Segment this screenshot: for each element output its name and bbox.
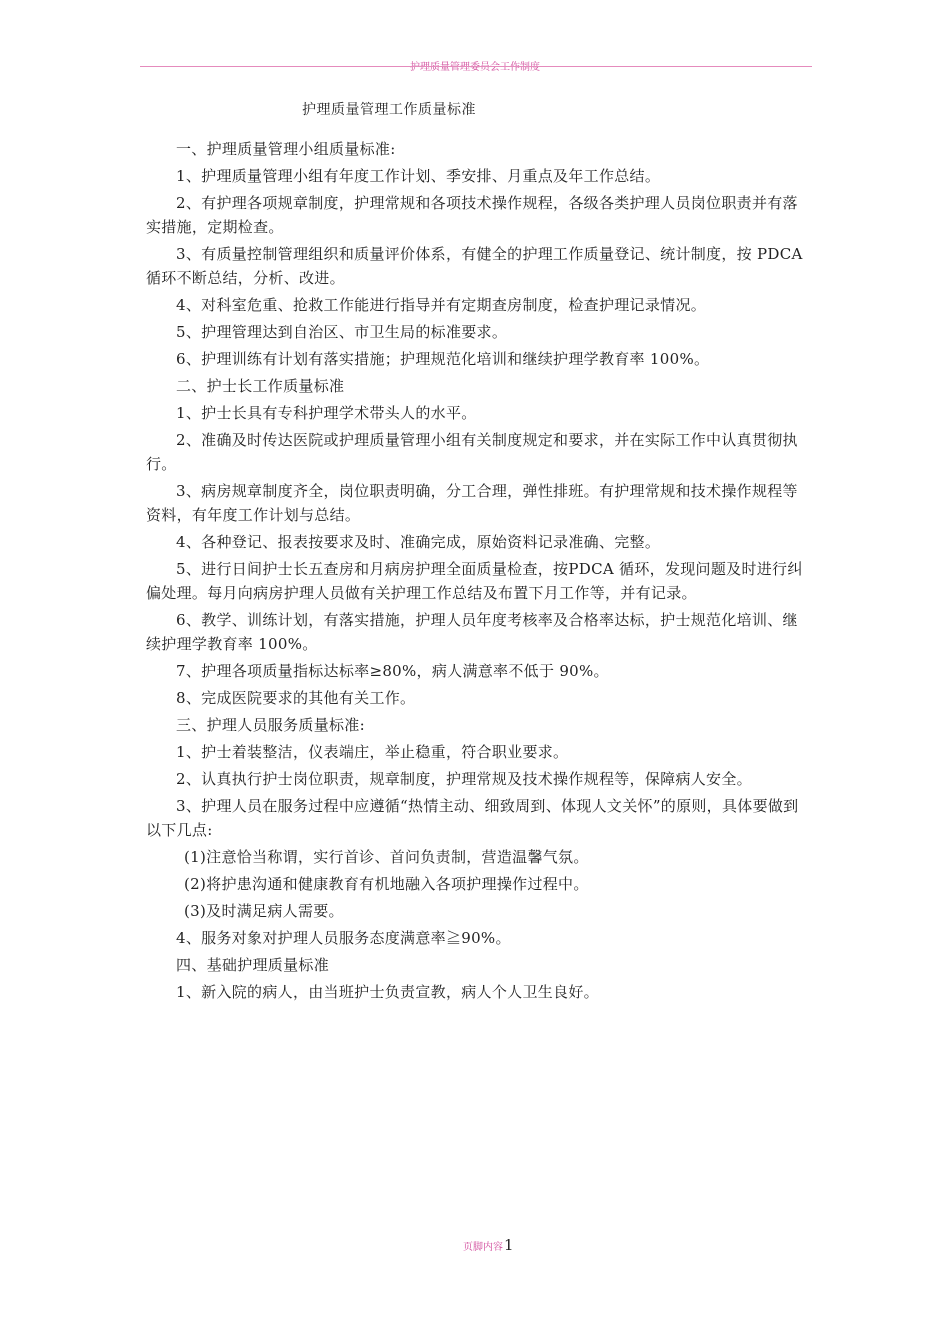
body-paragraph: 四、基础护理质量标准 — [176, 956, 330, 974]
body-paragraph: 2、认真执行护士岗位职责，规章制度，护理常规及技术操作规程等，保障病人安全。 — [176, 770, 752, 788]
body-paragraph: 1、护士长具有专科护理学术带头人的水平。 — [176, 404, 477, 422]
document-body — [146, 137, 810, 1007]
page-number: 1 — [504, 1236, 514, 1254]
page-footer — [463, 1236, 514, 1254]
body-paragraph: 4、对科室危重、抢救工作能进行指导并有定期查房制度，检查护理记录情况。 — [176, 296, 707, 314]
body-paragraph: 6、教学、训练计划，有落实措施，护理人员年度考核率及合格率达标，护士规范化培训、继续护理学教育率 100%。 — [146, 611, 798, 653]
body-paragraph: 8、完成医院要求的其他有关工作。 — [176, 689, 416, 707]
body-paragraph: 1、护士着装整洁，仪表端庄，举止稳重，符合职业要求。 — [176, 743, 569, 761]
header-rule — [140, 66, 812, 67]
body-paragraph: 3、有质量控制管理组织和质量评价体系，有健全的护理工作质量登记、统计制度，按 PDCA 循环不断总结，分析、改进。 — [146, 245, 803, 287]
sub-item-paragraph: (2)将护患沟通和健康教育有机地融入各项护理操作过程中。 — [184, 875, 589, 893]
footer-label: 页脚内容 — [463, 1242, 503, 1253]
body-paragraph: 一、护理质量管理小组质量标准: — [176, 140, 396, 158]
body-paragraph: 5、护理管理达到自治区、市卫生局的标准要求。 — [176, 323, 508, 341]
body-paragraph: 3、护理人员在服务过程中应遵循“热情主动、细致周到、体现人文关怀”的原则，具体要做到以下几点: — [146, 797, 799, 839]
body-paragraph: 2、准确及时传达医院或护理质量管理小组有关制度规定和要求，并在实际工作中认真贯彻执行。 — [146, 431, 798, 473]
body-paragraph: 5、进行日间护士长五查房和月病房护理全面质量检查，按PDCA 循环，发现问题及时进行纠偏处理。每月向病房护理人员做有关护理工作总结及布置下月工作等，并有记录。 — [146, 560, 803, 602]
page-header-text: 护理质量管理委员会工作制度 — [410, 62, 540, 73]
body-paragraph: 6、护理训练有计划有落实措施；护理规范化培训和继续护理学教育率 100%。 — [176, 350, 710, 368]
body-paragraph: 4、服务对象对护理人员服务态度满意率≧90%。 — [176, 929, 511, 947]
body-paragraph: 三、护理人员服务质量标准: — [176, 716, 365, 734]
sub-item-paragraph: (3)及时满足病人需要。 — [184, 902, 344, 920]
body-paragraph: 3、病房规章制度齐全，岗位职责明确，分工合理，弹性排班。有护理常规和技术操作规程等资料，有年度工作计划与总结。 — [146, 482, 798, 524]
body-paragraph: 4、各种登记、报表按要求及时、准确完成，原始资料记录准确、完整。 — [176, 533, 661, 551]
body-paragraph: 1、新入院的病人，由当班护士负责宣教，病人个人卫生良好。 — [176, 983, 599, 1001]
body-paragraph: 2、有护理各项规章制度，护理常规和各项技术操作规程，各级各类护理人员岗位职责并有落实措施，定期检查。 — [146, 194, 798, 236]
body-paragraph: 7、护理各项质量指标达标率≥80%，病人满意率不低于 90%。 — [176, 662, 609, 680]
sub-item-paragraph: (1)注意恰当称谓，实行首诊、首问负责制，营造温馨气氛。 — [184, 848, 589, 866]
body-paragraph: 二、护士长工作质量标准 — [176, 377, 345, 395]
document-title: 护理质量管理工作质量标准 — [302, 102, 476, 118]
body-paragraph: 1、护理质量管理小组有年度工作计划、季安排、月重点及年工作总结。 — [176, 167, 661, 185]
